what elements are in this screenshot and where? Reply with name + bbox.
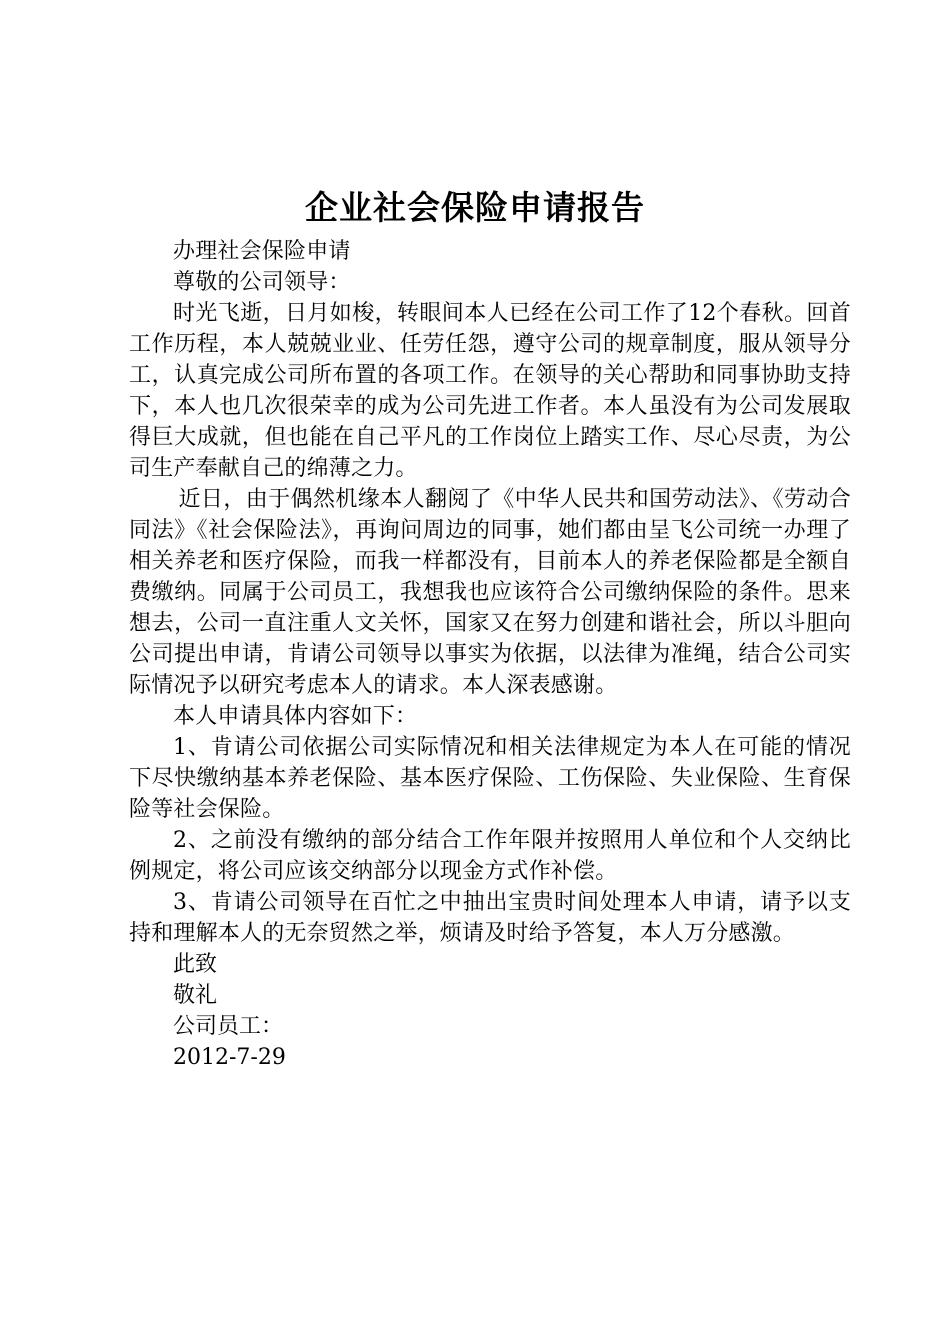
closing: 此致 — [173, 952, 218, 977]
request-item-2: 2、之前没有缴纳的部分结合工作年限并按照用人单位和个人交纳比例规定，将公司应该交纳部分以现金方式作补偿。 — [129, 828, 851, 884]
document-title: 企业社会保险申请报告 — [305, 188, 645, 227]
salutation: 尊敬的公司领导： — [173, 270, 351, 295]
request-item-1: 1、肯请公司依据公司实际情况和相关法律规定为本人在可能的情况下尽快缴纳基本养老保险、基本医疗保险、工伤保险、失业保险、生育保险等社会保险。 — [129, 735, 851, 822]
regards: 敬礼 — [173, 983, 218, 1008]
paragraph-intro: 时光飞逝，日月如梭，转眼间本人已经在公司工作了12个春秋。回首工作历程，本人兢兢业业、任劳任怨，遵守公司的规章制度，服从领导分工，认真完成公司所布置的各项工作。在领导的关心帮助和同事协助支持下，本人也几次很荣幸的成为公司先进工作者。本人虽没有为公司发展取得巨大成就，但也能在自己平凡的工作岗位上踏实工作、尽心尽责，为公司生产奉献自己的绵薄之力。 — [129, 301, 851, 481]
document-body — [129, 236, 851, 1073]
request-item-3: 3、肯请公司领导在百忙之中抽出宝贵时间处理本人申请，请予以支持和理解本人的无奈贸然之举，烦请及时给予答复，本人万分感激。 — [129, 890, 851, 946]
paragraph-reason: 近日，由于偶然机缘本人翻阅了《中华人民共和国劳动法》、《劳动合同法》《社会保险法》，再询问周边的同事，她们都由呈飞公司统一办理了相关养老和医疗保险，而我一样都没有，目前本人的养老保险都是全额自费缴纳。同属于公司员工，我想我也应该符合公司缴纳保险的条件。思来想去，公司一直注重人文关怀，国家又在努力创建和谐社会，所以斗胆向公司提出申请，肯请公司领导以事实为依据，以法律为准绳，结合公司实际情况予以研究考虑本人的请求。本人深表感谢。 — [129, 487, 851, 698]
date: 2012-7-29 — [173, 1045, 286, 1070]
document-subtitle: 办理社会保险申请 — [173, 239, 351, 264]
paragraph-request-heading: 本人申请具体内容如下： — [173, 704, 418, 729]
signature: 公司员工： — [173, 1014, 284, 1039]
